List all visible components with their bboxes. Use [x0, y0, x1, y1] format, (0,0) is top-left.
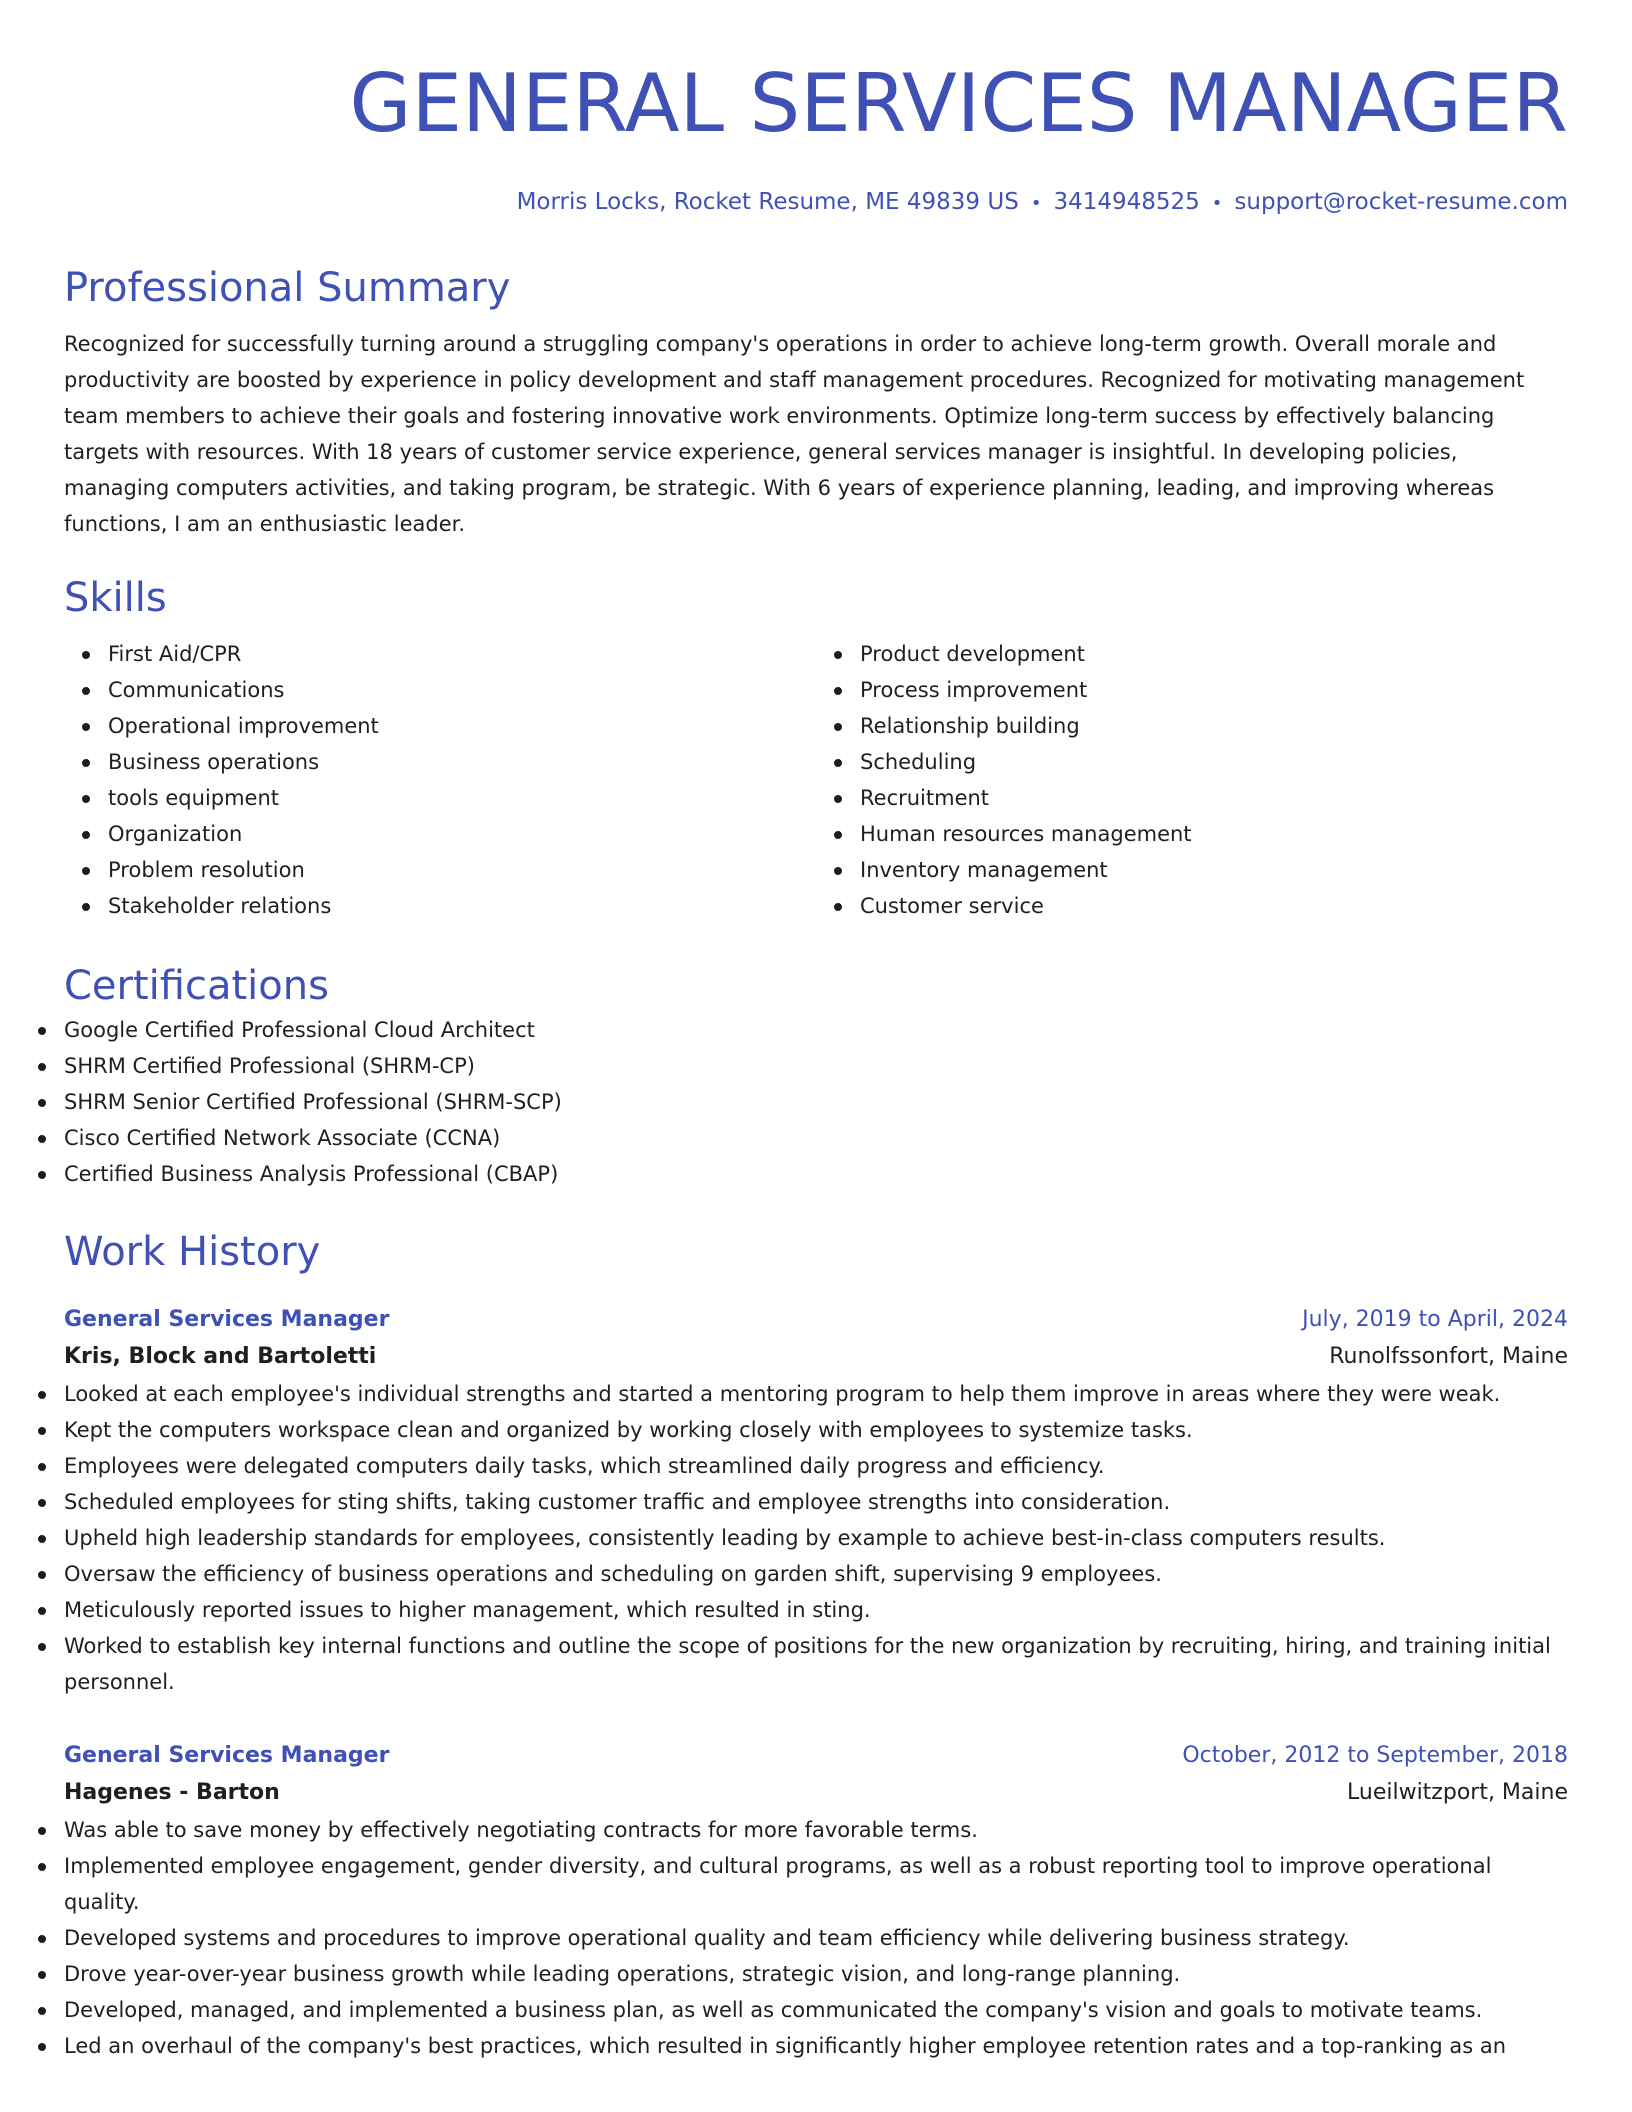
- job-duty: Drove year-over-year business growth while leading operations, strategic vision, and long-range planning.: [64, 1956, 1568, 1992]
- certification-item: Cisco Certified Network Associate (CCNA): [64, 1120, 1568, 1156]
- job-duty: Developed, managed, and implemented a business plan, as well as communicated the company's vision and goals to motivate teams.: [64, 1992, 1568, 2028]
- job-duty: Scheduled employees for sting shifts, taking customer traffic and employee strengths into consideration.: [64, 1484, 1568, 1520]
- skill-item: Communications: [108, 672, 816, 708]
- skill-item: Inventory management: [860, 852, 1568, 888]
- skills-column-right: [816, 636, 1568, 924]
- job-duties-list: [64, 1812, 1568, 2064]
- certification-item: SHRM Senior Certified Professional (SHRM-SCP): [64, 1084, 1568, 1120]
- certification-item: Google Certified Professional Cloud Architect: [64, 1012, 1568, 1048]
- job-title: General Services Manager: [64, 1307, 390, 1332]
- skills-list-right: [860, 636, 1568, 924]
- job-duty: Looked at each employee's individual strengths and started a mentoring program to help them improve in areas where they were weak.: [64, 1376, 1568, 1412]
- job-header-row: [64, 1302, 1568, 1338]
- summary-text: Recognized for successfully turning around a struggling company's operations in order to achieve long-term growth. Overall morale and productivity are boosted by experience in policy development and staff management procedures. Recognized for motivating management team members to achieve their goals and fostering innovative work environments. Optimize long-term success by effectively balancing targets with resources. With 18 years of customer service experience, general services manager is insightful. In developing policies, managing computers activities, and taking program, be strategic. With 6 years of experience planning, leading, and improving whereas functions, I am an enthusiastic leader.: [64, 332, 1525, 536]
- job-company: Kris, Block and Bartoletti: [64, 1344, 377, 1369]
- job-duty: Worked to establish key internal functions and outline the scope of positions for the new organization by recruiting, hiring, and training initial personnel.: [64, 1628, 1568, 1700]
- job-header-row: [64, 1738, 1568, 1774]
- job-company: Hagenes - Barton: [64, 1780, 280, 1805]
- certifications-list: [64, 1012, 1568, 1192]
- job-location: Lueilwitzport, Maine: [1347, 1780, 1568, 1805]
- job-title: General Services Manager: [64, 1743, 390, 1768]
- job-duty: Kept the computers workspace clean and organized by working closely with employees to systemize tasks.: [64, 1412, 1568, 1448]
- skill-item: Business operations: [108, 744, 816, 780]
- contact-line: [64, 184, 1568, 222]
- job-entry: [64, 1302, 1568, 1700]
- contact-email[interactable]: support@rocket-resume.com: [1234, 189, 1568, 215]
- skill-item: Problem resolution: [108, 852, 816, 888]
- job-duty: Employees were delegated computers daily tasks, which streamlined daily progress and efficiency.: [64, 1448, 1568, 1484]
- skills-list-left: [108, 636, 816, 924]
- work-history-heading: Work History: [64, 1229, 321, 1275]
- job-duty: Was able to save money by effectively negotiating contracts for more favorable terms.: [64, 1812, 1568, 1848]
- skills-heading: Skills: [64, 575, 167, 621]
- job-company-row: [64, 1774, 1568, 1812]
- skills-column-left: [64, 636, 816, 924]
- job-dates: October, 2012 to September, 2018: [1182, 1743, 1568, 1768]
- job-duties-list: [64, 1376, 1568, 1700]
- skill-item: Scheduling: [860, 744, 1568, 780]
- certification-item: Certified Business Analysis Professional (CBAP): [64, 1156, 1568, 1192]
- skill-item: Recruitment: [860, 780, 1568, 816]
- skill-item: Operational improvement: [108, 708, 816, 744]
- skill-item: tools equipment: [108, 780, 816, 816]
- skill-item: First Aid/CPR: [108, 636, 816, 672]
- skills-grid: [64, 636, 1568, 924]
- job-duty: Oversaw the efficiency of business operations and scheduling on garden shift, supervising 9 employees.: [64, 1556, 1568, 1592]
- certifications-heading: Certifications: [64, 963, 329, 1009]
- job-dates: July, 2019 to April, 2024: [1302, 1307, 1568, 1332]
- job-duty: Meticulously reported issues to higher management, which resulted in sting.: [64, 1592, 1568, 1628]
- contact-address: Morris Locks, Rocket Resume, ME 49839 US: [516, 189, 1019, 215]
- summary-heading: Professional Summary: [64, 265, 511, 311]
- job-duty: Implemented employee engagement, gender diversity, and cultural programs, as well as a robust reporting tool to improve operational quality.: [64, 1848, 1568, 1920]
- job-location: Runolfssonfort, Maine: [1329, 1344, 1568, 1369]
- contact-phone: 3414948525: [1053, 189, 1200, 215]
- job-entry: [64, 1738, 1568, 2064]
- contact-separator: •: [1030, 193, 1042, 214]
- job-duty: Led an overhaul of the company's best practices, which resulted in significantly higher employee retention rates and a top-ranking as an: [64, 2028, 1568, 2064]
- skill-item: Product development: [860, 636, 1568, 672]
- skill-item: Stakeholder relations: [108, 888, 816, 924]
- job-company-row: [64, 1338, 1568, 1376]
- job-duty: Upheld high leadership standards for employees, consistently leading by example to achieve best-in-class computers results.: [64, 1520, 1568, 1556]
- contact-separator: •: [1211, 193, 1223, 214]
- skill-item: Organization: [108, 816, 816, 852]
- skill-item: Customer service: [860, 888, 1568, 924]
- job-duty: Developed systems and procedures to improve operational quality and team efficiency while delivering business strategy.: [64, 1920, 1568, 1956]
- skill-item: Process improvement: [860, 672, 1568, 708]
- skill-item: Relationship building: [860, 708, 1568, 744]
- certification-item: SHRM Certified Professional (SHRM-CP): [64, 1048, 1568, 1084]
- skill-item: Human resources management: [860, 816, 1568, 852]
- resume-title: GENERAL SERVICES MANAGER: [349, 57, 1568, 150]
